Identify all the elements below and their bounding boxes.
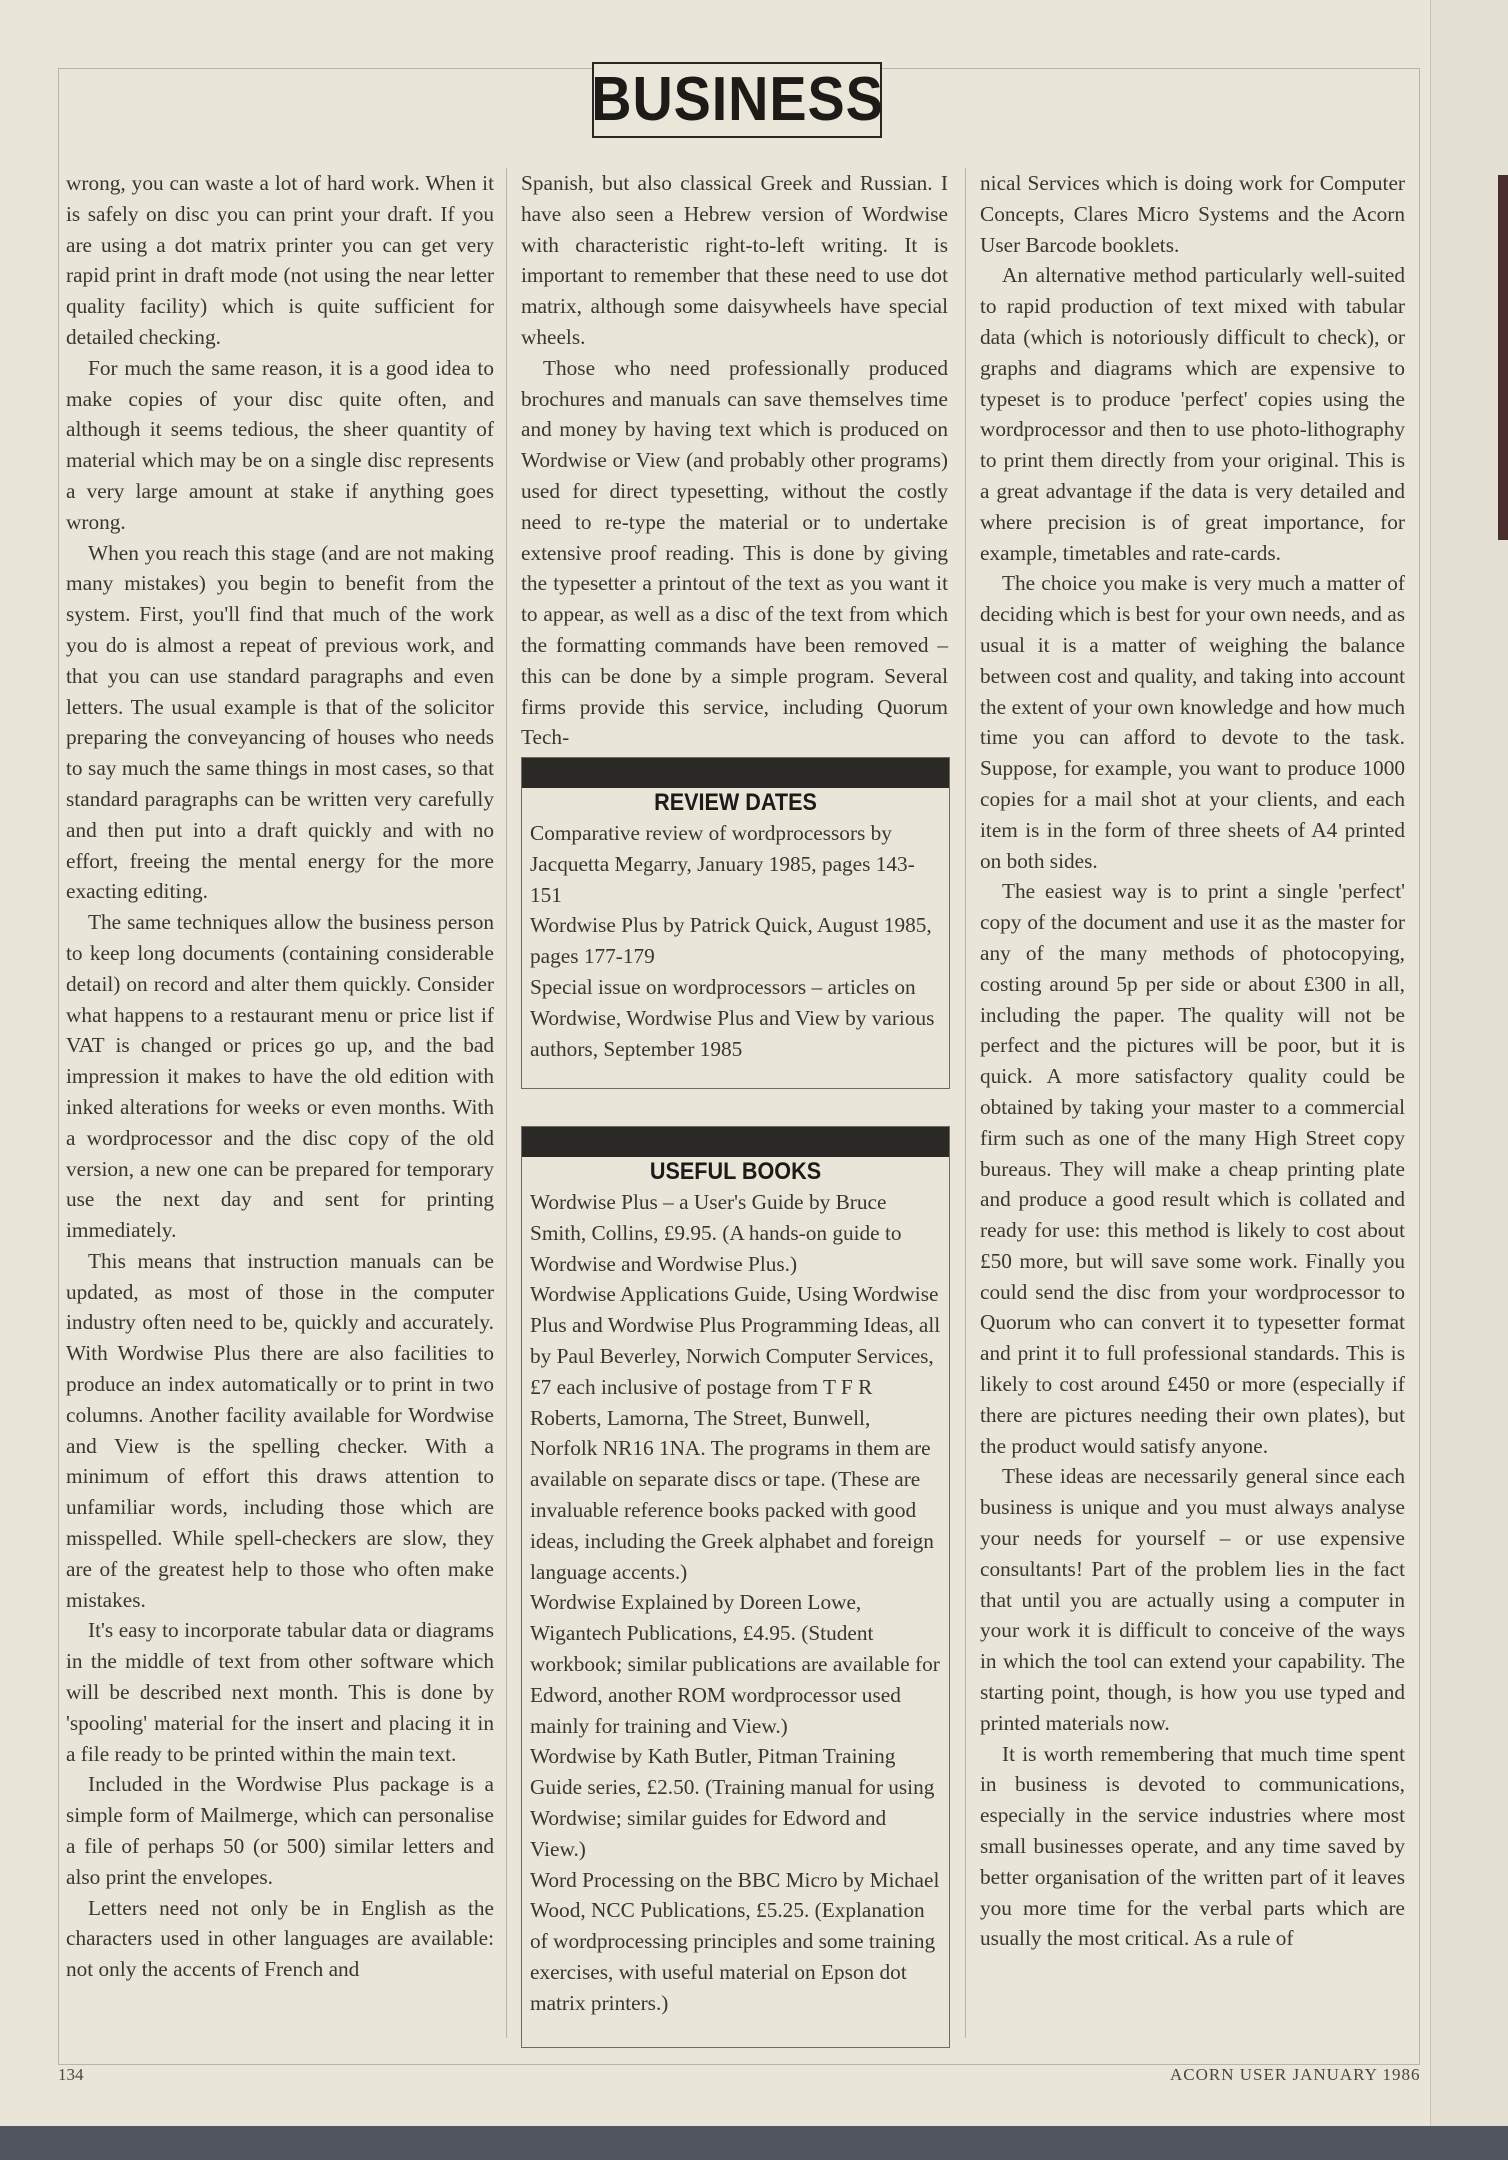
- paragraph: It's easy to incorporate tabular data or diagrams in the middle of text from other software which will be described next month. This is done by 'spooling' material for the insert and placing it in a file ready to be printed within the main text.: [66, 1618, 494, 1766]
- review-dates-title: REVIEW DATES: [654, 789, 817, 816]
- column-divider: [506, 168, 507, 2038]
- paragraph: An alternative method particularly well-suited to rapid production of text mixed with tabular data (which is notoriously difficult to check), or graphs and diagrams which are expensive to typeset is to produce 'perfect' copies using the wordprocessor and then to use photo-lithography to print them directly from your original. This is a great advantage if the data is very detailed and where precision is of great importance, for example, timetables and rate-cards.: [980, 263, 1405, 565]
- paragraph: Included in the Wordwise Plus package is a simple form of Mailmerge, which can personalise a file of perhaps 50 (or 500) similar letters and also print the envelopes.: [66, 1772, 494, 1889]
- paragraph: The easiest way is to print a single 'perfect' copy of the document and use it as the master for any of the many methods of photocopying, costing around 5p per side or about £300 in all, including the paper. The quality will not be perfect and the pictures will be poor, but it is quick. A more satisfactory quality could be obtained by taking your master to a commercial firm such as one of the many High Street copy bureaus. They will make a cheap printing plate and produce a good result which is collated and ready for use: this method is likely to cost about £50 more, but will save some work. Finally you could send the disc from your wordprocessor to Quorum who can convert it to typesetter format and print it to full professional standards. This is likely to cost around £450 or more (especially if there are pictures needing their own plates), but the product would satisfy anyone.: [980, 879, 1405, 1458]
- review-entry: Special issue on wordprocessors – articles on Wordwise, Wordwise Plus and View by various authors, September 1985: [530, 974, 935, 1061]
- box-header-bar: [522, 758, 949, 788]
- useful-books-box: [521, 1126, 950, 2048]
- article-column-1: [66, 168, 494, 1985]
- paragraph: Spanish, but also classical Greek and Russian. I have also seen a Hebrew version of Wordwise with characteristic right-to-left writing. It is important to remember that these need to use dot matrix, although some daisywheels have special wheels.: [521, 171, 948, 349]
- book-entry: Wordwise by Kath Butler, Pitman Training Guide series, £2.50. (Training manual for using Wordwise; similar guides for Edword and View.): [530, 1744, 935, 1861]
- review-entry: Comparative review of wordprocessors by Jacquetta Megarry, January 1985, pages 143-151: [530, 821, 915, 907]
- useful-books-title: USEFUL BOOKS: [649, 1158, 822, 1185]
- review-dates-box: [521, 757, 950, 1089]
- book-entry: Wordwise Applications Guide, Using Wordwise Plus and Wordwise Plus Programming Ideas, all by Paul Beverley, Norwich Computer Services, £7 each inclusive of postage from T F R Roberts, Lamorna, The Street, Bunwell, Norfolk NR16 1NA. The programs in them are available on separate discs or tape. (These are invaluable reference books packed with good ideas, including the Greek alphabet and foreign language accents.): [530, 1282, 941, 1584]
- article-column-2: [521, 168, 948, 753]
- page-number: 134: [58, 2065, 84, 2084]
- book-entry: Wordwise Plus – a User's Guide by Bruce Smith, Collins, £9.95. (A hands-on guide to Wordwise and Wordwise Plus.): [530, 1190, 902, 1276]
- paragraph: nical Services which is doing work for Computer Concepts, Clares Micro Systems and the Acorn User Barcode booklets.: [980, 171, 1405, 257]
- book-entry: Wordwise Explained by Doreen Lowe, Wigantech Publications, £4.95. (Student workbook; similar publications are available for Edword, another ROM wordprocessor used mainly for training and View.): [530, 1590, 940, 1738]
- paragraph: The choice you make is very much a matter of deciding which is best for your own needs, and as usual it is a matter of weighing the balance between cost and quality, and taking into account the extent of your own knowledge and how much time you can afford to devote to the task. Suppose, for example, you want to produce 1000 copies for a mail shot at your clients, and each item is in the form of three sheets of A4 printed on both sides.: [980, 571, 1405, 873]
- scan-bottom-edge: [0, 2126, 1508, 2160]
- column-divider: [965, 168, 966, 2038]
- paragraph: These ideas are necessarily general since each business is unique and you must always analyse your needs for yourself – or use expensive consultants! Part of the problem lies in the fact that until you are actually using a computer in your work it is difficult to conceive of the ways in which the tool can extend your capability. The starting point, though, is how you use typed and printed materials now.: [980, 1464, 1405, 1735]
- adjacent-page-photo: [1498, 175, 1508, 540]
- article-column-3: [980, 168, 1405, 1954]
- paragraph: This means that instruction manuals can be updated, as most of those in the computer industry often need to be, quickly and accurately. With Wordwise Plus there are also facilities to produce an index automatically or to print in two columns. Another facility available for Wordwise and View is the spelling checker. With a minimum of effort this draws attention to unfamiliar words, including those which are misspelled. While spell-checkers are slow, they are of the greatest help to those who often make mistakes.: [66, 1248, 494, 1612]
- section-header: [592, 62, 882, 138]
- paragraph: For much the same reason, it is a good idea to make copies of your disc quite often, and although it seems tedious, the sheer quantity of material which may be on a single disc represents a very large amount at stake if anything goes wrong.: [66, 355, 494, 534]
- adjacent-page-edge: [1430, 0, 1508, 2160]
- paragraph: It is worth remembering that much time spent in business is devoted to communications, especially in the service industries where most small businesses operate, and any time saved by better organisation of the written part of it leaves you more time for the verbal parts which are usually the most critical. As a rule of: [980, 1741, 1405, 1951]
- section-title: BUSINESS: [590, 65, 884, 134]
- book-entry: Word Processing on the BBC Micro by Michael Wood, NCC Publications, £5.25. (Explanation of wordprocessing principles and some training exercises, with useful material on Epson dot matrix printers.): [530, 1867, 940, 2015]
- paragraph: When you reach this stage (and are not making many mistakes) you begin to benefit from the system. First, you'll find that much of the work you do is almost a repeat of previous work, and that you can use standard paragraphs and even letters. The usual example is that of the solicitor preparing the conveyancing of houses who needs to say much the same things in most cases, so that standard paragraphs can be written very carefully and then put into a draft quickly and with no effort, freeing the mental energy for the more exacting editing.: [66, 540, 494, 904]
- magazine-footer: ACORN USER JANUARY 1986: [1170, 2065, 1421, 2084]
- paragraph: The same techniques allow the business person to keep long documents (containing considerable detail) on record and alter them quickly. Consider what happens to a restaurant menu or price list if VAT is changed or prices go up, and the bad impression it makes to have the old edition with inked alterations for weeks or even months. With a wordprocessor and the disc copy of the old version, a new one can be prepared for temporary use the next day and sent for printing immediately.: [66, 910, 494, 1243]
- box-header-bar: [522, 1127, 949, 1157]
- paragraph: Letters need not only be in English as the characters used in other languages are available: not only the accents of French and: [66, 1895, 494, 1982]
- paragraph: wrong, you can waste a lot of hard work. When it is safely on disc you can print your draft. If you are using a dot matrix printer you can get very rapid print in draft mode (not using the near letter quality facility) which is quite sufficient for detailed checking.: [66, 171, 494, 349]
- review-entry: Wordwise Plus by Patrick Quick, August 1985, pages 177-179: [530, 913, 932, 969]
- paragraph: Those who need professionally produced brochures and manuals can save themselves time and money by having text which is produced on Wordwise or View (and probably other programs) used for direct typesetting, without the costly need to re-type the material or to undertake extensive proof reading. This is done by giving the typesetter a printout of the text as you want it to appear, as well as a disc of the text from which the formatting commands have been removed – this can be done by a simple program. Several firms provide this service, including Quorum Tech-: [521, 355, 948, 750]
